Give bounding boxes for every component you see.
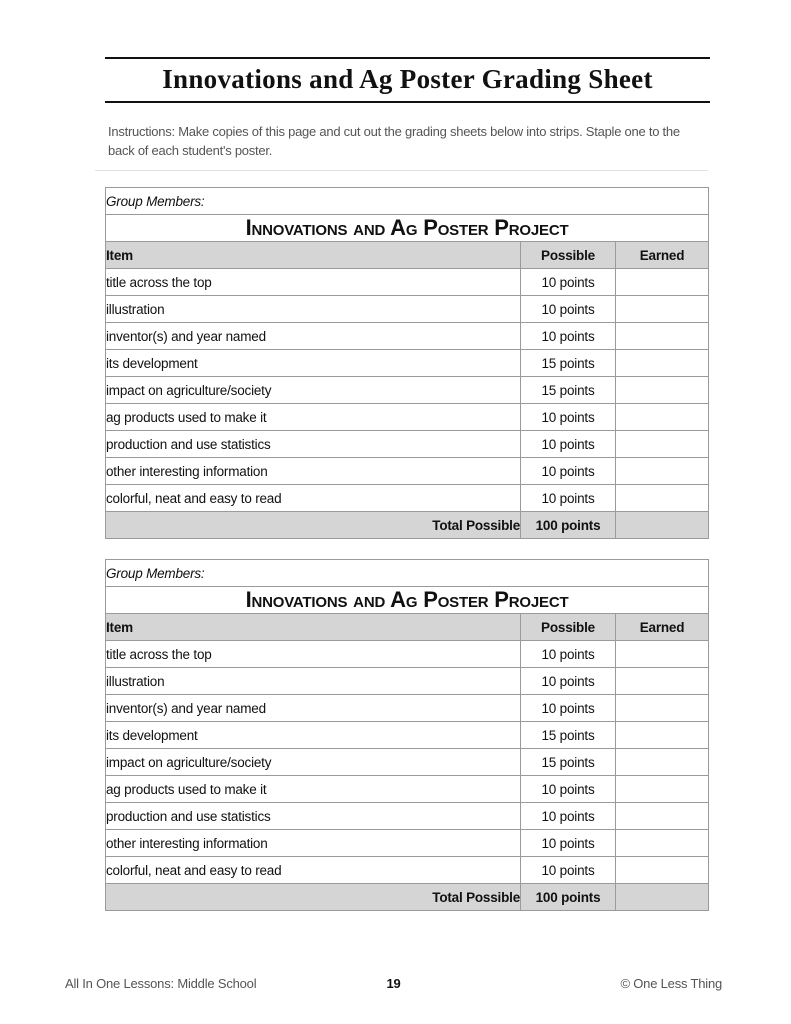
page-number: 19	[386, 976, 401, 991]
earned-cell	[616, 803, 709, 830]
possible-cell: 10 points	[521, 857, 616, 884]
group-members-label: Group Members:	[106, 560, 709, 587]
possible-cell: 10 points	[521, 803, 616, 830]
grading-row	[106, 485, 709, 512]
sheet-title: Innovations and Ag Poster Project	[106, 587, 709, 614]
item-cell: impact on agriculture/society	[106, 749, 521, 776]
earned-cell	[616, 404, 709, 431]
item-cell: inventor(s) and year named	[106, 695, 521, 722]
earned-cell	[616, 269, 709, 296]
total-row	[106, 884, 709, 911]
item-cell: other interesting information	[106, 458, 521, 485]
grading-row	[106, 803, 709, 830]
column-header-item: Item	[106, 614, 521, 641]
possible-cell: 10 points	[521, 668, 616, 695]
grading-row	[106, 323, 709, 350]
grading-row	[106, 641, 709, 668]
footer-left-text: All In One Lessons: Middle School	[65, 976, 257, 991]
column-header-earned: Earned	[616, 242, 709, 269]
item-cell: colorful, neat and easy to read	[106, 485, 521, 512]
possible-cell: 10 points	[521, 458, 616, 485]
item-cell: ag products used to make it	[106, 404, 521, 431]
possible-cell: 10 points	[521, 404, 616, 431]
instructions-text: Instructions: Make copies of this page and cut out the grading sheets below into strips. Staple one to the back of each student's poster.	[108, 124, 680, 158]
possible-cell: 10 points	[521, 269, 616, 296]
grading-row	[106, 269, 709, 296]
earned-cell	[616, 377, 709, 404]
earned-cell	[616, 776, 709, 803]
section-divider	[95, 170, 708, 171]
possible-cell: 15 points	[521, 350, 616, 377]
item-cell: production and use statistics	[106, 431, 521, 458]
grading-row	[106, 857, 709, 884]
page-title: Innovations and Ag Poster Grading Sheet	[162, 64, 653, 94]
item-cell: other interesting information	[106, 830, 521, 857]
possible-cell: 10 points	[521, 431, 616, 458]
possible-cell: 10 points	[521, 695, 616, 722]
item-cell: title across the top	[106, 641, 521, 668]
footer-right-text: © One Less Thing	[620, 976, 722, 991]
grading-table	[105, 559, 709, 911]
item-cell: colorful, neat and easy to read	[106, 857, 521, 884]
possible-cell: 10 points	[521, 323, 616, 350]
possible-cell: 15 points	[521, 722, 616, 749]
possible-cell: 10 points	[521, 830, 616, 857]
group-members-row	[106, 188, 709, 215]
earned-cell	[616, 323, 709, 350]
grading-row	[106, 431, 709, 458]
total-label: Total Possible	[106, 512, 521, 539]
item-cell: production and use statistics	[106, 803, 521, 830]
total-possible-value: 100 points	[521, 512, 616, 539]
grading-row	[106, 749, 709, 776]
grading-row	[106, 830, 709, 857]
grading-row	[106, 722, 709, 749]
item-cell: illustration	[106, 668, 521, 695]
total-earned-cell	[616, 512, 709, 539]
item-cell: impact on agriculture/society	[106, 377, 521, 404]
item-cell: its development	[106, 350, 521, 377]
grading-row	[106, 776, 709, 803]
grading-row	[106, 458, 709, 485]
item-cell: inventor(s) and year named	[106, 323, 521, 350]
grading-row	[106, 404, 709, 431]
sheet-title-row	[106, 587, 709, 614]
possible-cell: 10 points	[521, 776, 616, 803]
group-members-row	[106, 560, 709, 587]
item-cell: illustration	[106, 296, 521, 323]
grading-row	[106, 350, 709, 377]
earned-cell	[616, 749, 709, 776]
earned-cell	[616, 695, 709, 722]
column-header-row	[106, 242, 709, 269]
total-label: Total Possible	[106, 884, 521, 911]
item-cell: its development	[106, 722, 521, 749]
document-footer	[65, 976, 722, 991]
possible-cell: 10 points	[521, 485, 616, 512]
earned-cell	[616, 296, 709, 323]
earned-cell	[616, 458, 709, 485]
column-header-possible: Possible	[521, 614, 616, 641]
earned-cell	[616, 830, 709, 857]
grading-sheet-2	[105, 559, 791, 911]
total-earned-cell	[616, 884, 709, 911]
possible-cell: 15 points	[521, 749, 616, 776]
sheet-title: Innovations and Ag Poster Project	[106, 215, 709, 242]
grading-row	[106, 296, 709, 323]
grading-row	[106, 695, 709, 722]
earned-cell	[616, 485, 709, 512]
group-members-label: Group Members:	[106, 188, 709, 215]
grading-sheet-1	[105, 187, 791, 539]
grading-row	[106, 668, 709, 695]
column-header-row	[106, 614, 709, 641]
earned-cell	[616, 350, 709, 377]
item-cell: ag products used to make it	[106, 776, 521, 803]
column-header-earned: Earned	[616, 614, 709, 641]
earned-cell	[616, 431, 709, 458]
grading-row	[106, 377, 709, 404]
sheet-title-row	[106, 215, 709, 242]
total-possible-value: 100 points	[521, 884, 616, 911]
column-header-possible: Possible	[521, 242, 616, 269]
title-banner	[105, 57, 710, 103]
grading-table	[105, 187, 709, 539]
earned-cell	[616, 722, 709, 749]
column-header-item: Item	[106, 242, 521, 269]
possible-cell: 10 points	[521, 641, 616, 668]
earned-cell	[616, 641, 709, 668]
total-row	[106, 512, 709, 539]
item-cell: title across the top	[106, 269, 521, 296]
possible-cell: 10 points	[521, 296, 616, 323]
earned-cell	[616, 857, 709, 884]
possible-cell: 15 points	[521, 377, 616, 404]
earned-cell	[616, 668, 709, 695]
